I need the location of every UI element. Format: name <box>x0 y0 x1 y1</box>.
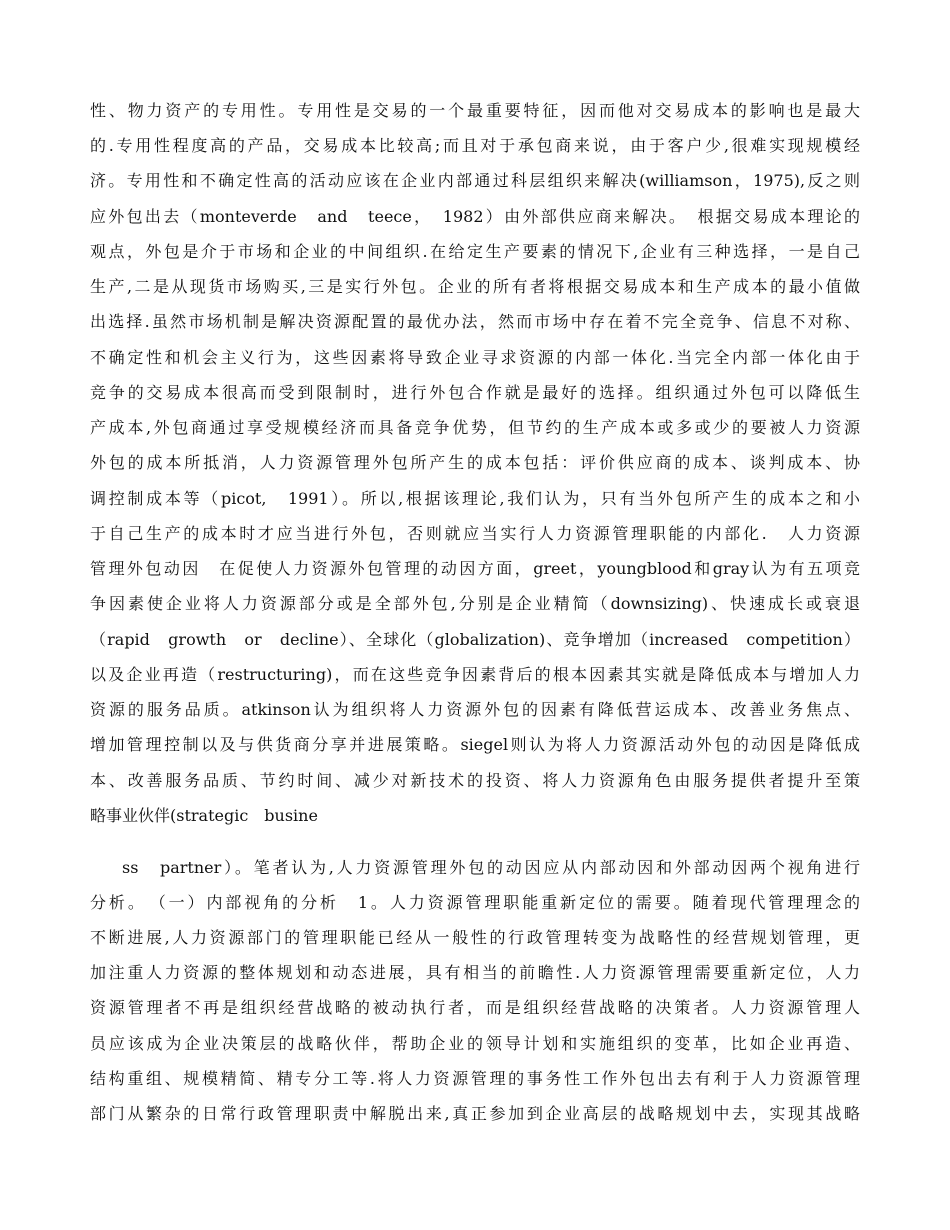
text-line: 出选择.虽然市场机制是解决资源配置的最优办法，然而市场中存在着不完全竞争、信息不对称、 <box>90 312 860 331</box>
text-line: ss partner）。笔者认为,人力资源管理外包的动因应从内部动因和外部动因两个视角进行 <box>122 858 860 877</box>
text-line: 不确定性和机会主义行为，这些因素将导致企业寻求资源的内部一体化.当完全内部一体化由于 <box>90 348 860 367</box>
text-line: 生产,二是从现货市场购买,三是实行外包。企业的所有者将根据交易成本和生产成本的最小值做 <box>90 277 860 296</box>
text-line: 外包的成本所抵消，人力资源管理外包所产生的成本包括：评价供应商的成本、谈判成本、协 <box>90 453 860 472</box>
text-line: 性、物力资产的专用性。专用性是交易的一个最重要特征，因而他对交易成本的影响也是最大 <box>90 101 860 120</box>
text-line: 略事业伙伴(strategic busine <box>90 806 318 825</box>
text-line: 竞争的交易成本很高而受到限制时，进行外包合作就是最好的选择。组织通过外包可以降低生 <box>90 383 860 402</box>
text-line: 济。专用性和不确定性高的活动应该在企业内部通过科层组织来解决(williamson，1975),反之则 <box>90 171 860 190</box>
text-line: 管理外包动因 在促使人力资源外包管理的动因方面，greet，youngblood和gray认为有五项竞 <box>90 559 860 578</box>
text-line: 增加管理控制以及与供货商分享并进展策略。siegel则认为将人力资源活动外包的动因是降低成 <box>90 735 860 754</box>
text-line: 于自己生产的成本时才应当进行外包，否则就应当实行人力资源管理职能的内部化. 人力资源 <box>90 524 860 543</box>
text-line: 员应该成为企业决策层的战略伙伴，帮助企业的领导计划和实施组织的变革，比如企业再造、 <box>90 1034 860 1053</box>
text-line: 分析。 （一）内部视角的分析 1。人力资源管理职能重新定位的需要。随着现代管理理念的 <box>90 893 860 912</box>
text-line: 资源管理者不再是组织经营战略的被动执行者，而是组织经营战略的决策者。人力资源管理人 <box>90 998 860 1017</box>
text-line: 应外包出去（monteverde and teece， 1982）由外部供应商来解决。 根据交易成本理论的 <box>90 207 860 226</box>
text-line: 的.专用性程度高的产品，交易成本比较高;而且对于承包商来说，由于客户少,很难实现规模经 <box>90 136 860 155</box>
text-line: 争因素使企业将人力资源部分或是全部外包,分别是企业精简（downsizing)、快速成长或衰退 <box>90 594 860 613</box>
text-line: 加注重人力资源的整体规划和动态进展，具有相当的前瞻性.人力资源管理需要重新定位，人力 <box>90 963 860 982</box>
text-line: 不断进展,人力资源部门的管理职能已经从一般性的行政管理转变为战略性的经营规划管理，更 <box>90 928 860 947</box>
text-line: 部门从繁杂的日常行政管理职责中解脱出来,真正参加到企业高层的战略规划中去，实现其战略 <box>90 1104 860 1123</box>
text-line: 资源的服务品质。atkinson认为组织将人力资源外包的因素有降低营运成本、改善业务焦点、 <box>90 700 860 719</box>
text-line: 结构重组、规模精简、精专分工等.将人力资源管理的事务性工作外包出去有利于人力资源管理 <box>90 1069 860 1088</box>
text-line: （rapid growth or decline）、全球化（globalization)、竞争增加（increased competition） <box>90 630 860 649</box>
text-line: 本、改善服务品质、节约时间、减少对新技术的投资、将人力资源角色由服务提供者提升至策 <box>90 771 860 790</box>
text-line: 以及企业再造（restructuring)，而在这些竞争因素背后的根本因素其实就是降低成本与增加人力 <box>90 665 860 684</box>
text-line: 调控制成本等（picot, 1991）。所以,根据该理论,我们认为，只有当外包所产生的成本之和小 <box>90 489 860 508</box>
text-line: 产成本,外包商通过享受规模经济而具备竞争优势，但节约的生产成本或多或少的要被人力资源 <box>90 418 860 437</box>
text-line: 观点，外包是介于市场和企业的中间组织.在给定生产要素的情况下,企业有三种选择，一是自己 <box>90 242 860 261</box>
